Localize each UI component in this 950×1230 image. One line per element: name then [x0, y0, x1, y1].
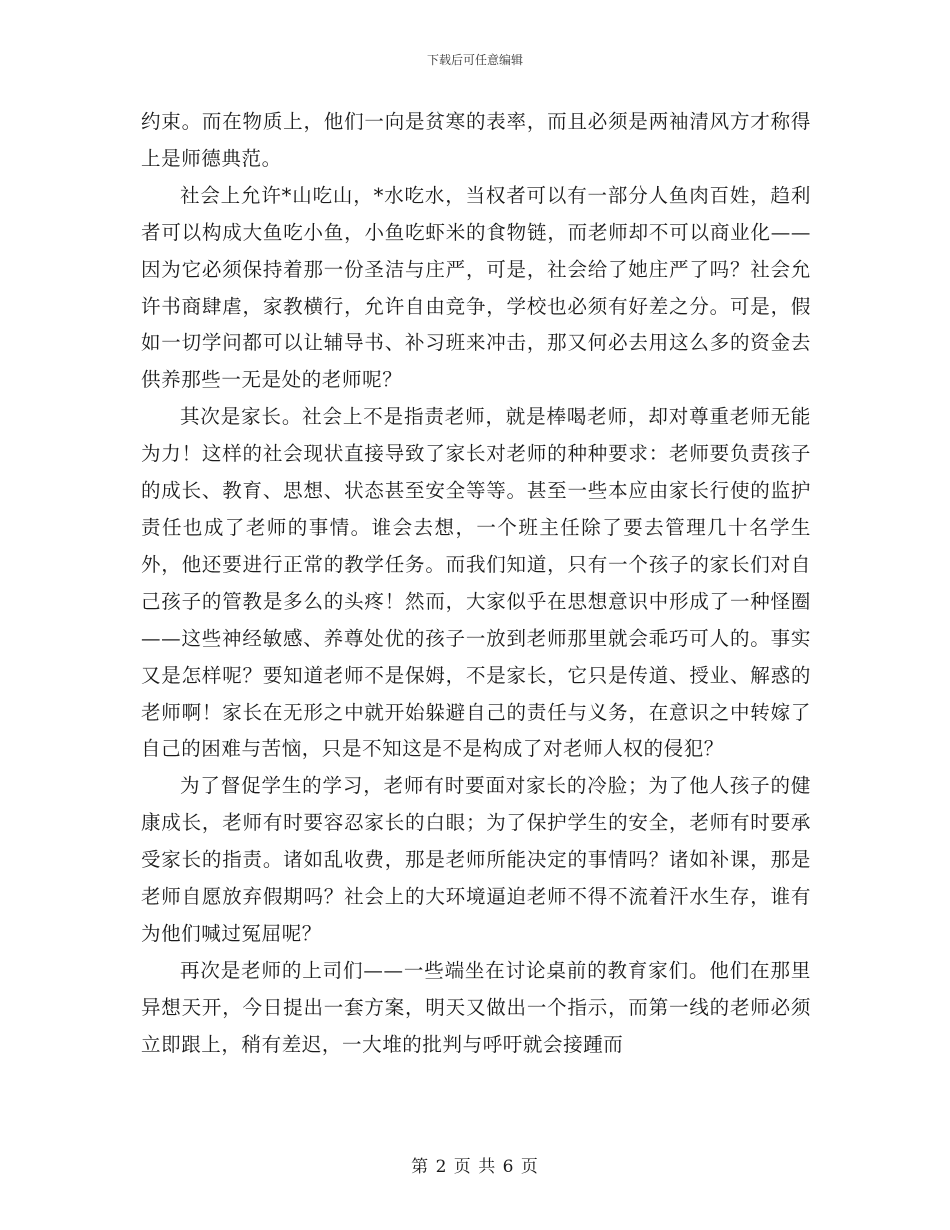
paragraph-3: 其次是家长。社会上不是指责老师，就是棒喝老师，却对尊重老师无能为力！这样的社会现状直接导致了家长对老师的种种要求：老师要负责孩子的成长、教育、思想、状态甚至安全等等。甚至一些本应由家长行使的监护责任也成了老师的事情。谁会去想，一个班主任除了要去管理几十名学生外，他还要进行正常的教学任务。而我们知道，只有一个孩子的家长们对自己孩子的管教是多么的头疼！然而，大家似乎在思想意识中形成了一种怪圈——这些神经敏感、养尊处优的孩子一放到老师那里就会乖巧可人的。事实又是怎样呢？要知道老师不是保姆，不是家长，它只是传道、授业、解惑的老师啊！家长在无形之中就开始躲避自己的责任与义务，在意识之中转嫁了自己的困难与苦恼，只是不知这是不是构成了对老师人权的侵犯？: [141, 405, 811, 761]
paragraph-4: 为了督促学生的学习，老师有时要面对家长的冷脸；为了他人孩子的健康成长，老师有时要容忍家长的白眼；为了保护学生的安全，老师有时要承受家长的指责。诸如乱收费，那是老师所能决定的事情吗？诸如补课，那是老师自愿放弃假期吗？社会上的大环境逼迫老师不得不流着汗水生存，谁有为他们喊过冤屈呢？: [141, 774, 811, 945]
paragraph-1: 约束。而在物质上，他们一向是贫寒的表率，而且必须是两袖清风方才称得上是师德典范。: [141, 110, 811, 170]
page-header: 下载后可任意编辑: [426, 53, 523, 67]
paragraph-2: 社会上允许*山吃山，*水吃水，当权者可以有一部分人鱼肉百姓，趋利者可以构成大鱼吃小鱼，小鱼吃虾米的食物链，而老师却不可以商业化——因为它必须保持着那一份圣洁与庄严，可是，社会给了她庄严了吗？社会允许书商肆虐，家教横行，允许自由竞争，学校也必须有好差之分。可是，假如一切学问都可以让辅导书、补习班来冲击，那又何必去用这么多的资金去供养那些一无是处的老师呢？: [141, 183, 811, 392]
paragraph-5: 再次是老师的上司们——一些端坐在讨论桌前的教育家们。他们在那里异想天开，今日提出一套方案，明天又做出一个指示，而第一线的老师必须立即跟上，稍有差迟，一大堆的批判与呼吁就会接踵而: [141, 958, 811, 1056]
document-body: [141, 104, 811, 1064]
page-footer: 第 2 页 共 6 页: [411, 1157, 539, 1177]
